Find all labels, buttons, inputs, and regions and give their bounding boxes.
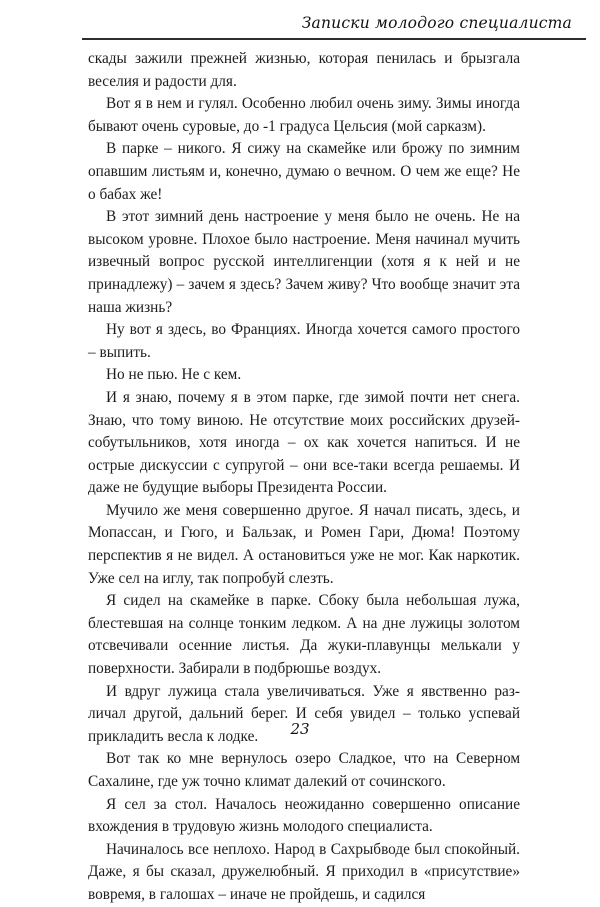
paragraph: Начиналось все неплохо. Народ в Сахрыбводе был спокойный. Даже, я бы сказал, дружелюбный. Я приходил в «присутствие» вовремя, в галошах – иначе не пройдешь, и садился [88,840,520,903]
paragraph: Мучило же меня совершенно другое. Я начал писать, здесь, и Мопассан, и Гюго, и Бальзак, и Ромен Гари, Дюма! Поэтому перспектив я не видел. А остановиться уже не мог. Как наркотик. Уже сел на иглу, так попробуй слезть. [88,501,520,587]
page-number: 23 [290,720,310,738]
paragraph: Я сидел на скамейке в парке. Сбоку была небольшая лужа, блестевшая на солнце тонким ледком. А на дне лужицы золотом отсвечивали осенние листья. Да жуки-плавунцы мелькали у поверхности. Забирали в подбрюшье воздух. [88,592,520,678]
header-rule [82,38,586,40]
body-text [88,48,520,907]
paragraph: Вот так ко мне вернулось озеро Сладкое, что на Северном Сахалине, где уж точно климат далекий от сочинского. [88,750,520,790]
paragraph: Ну вот я здесь, во Франциях. Иногда хочется самого простого – выпить. [88,321,520,361]
paragraph: В парке – никого. Я сижу на скамейке или брожу по зимним опавшим листьям и, конечно, думаю о вечном. О чем же еще? Не о бабах же! [88,140,520,203]
running-head: Записки молодого специалиста [301,14,572,32]
paragraph: И вдруг лужица стала увеличиваться. Уже я явственно различал другой, дальний берег. И себя увидел – только успевай прикладить весла к лодке. [88,682,520,745]
paragraph: Вот я в нем и гулял. Особенно любил очень зиму. Зимы иногда бывают очень суровые, до -1 градуса Цельсия (мой сарказм). [88,95,520,135]
paragraph: Но не пью. Не с кем. [106,366,242,384]
paragraph: В этот зимний день настроение у меня было не очень. Не на высоком уровне. Плохое было настроение. Меня начинал мучить извечный вопрос русской интеллигенции (хотя я к ней и не принадлежу) – зачем я здесь? Зачем живу? Что вообще значит эта наша жизнь? [88,208,520,316]
paragraph: И я знаю, почему я в этом парке, где зимой почти нет снега. Знаю, что тому виною. Не отсутствие моих российских друзей-собутыльников, хотя иногда – ох как хочется напиться. И не острые дискуссии с супругой – они все-таки всегда решаемы. И даже не будущие выборы Президента России. [88,388,520,497]
paragraph: Я сел за стол. Началось неожиданно совершенно описание вхождения в трудовую жизнь молодого специалиста. [88,795,520,836]
paragraph: скады зажили прежней жизнью, которая пенилась и брызгала веселия и радости для. [88,50,520,90]
